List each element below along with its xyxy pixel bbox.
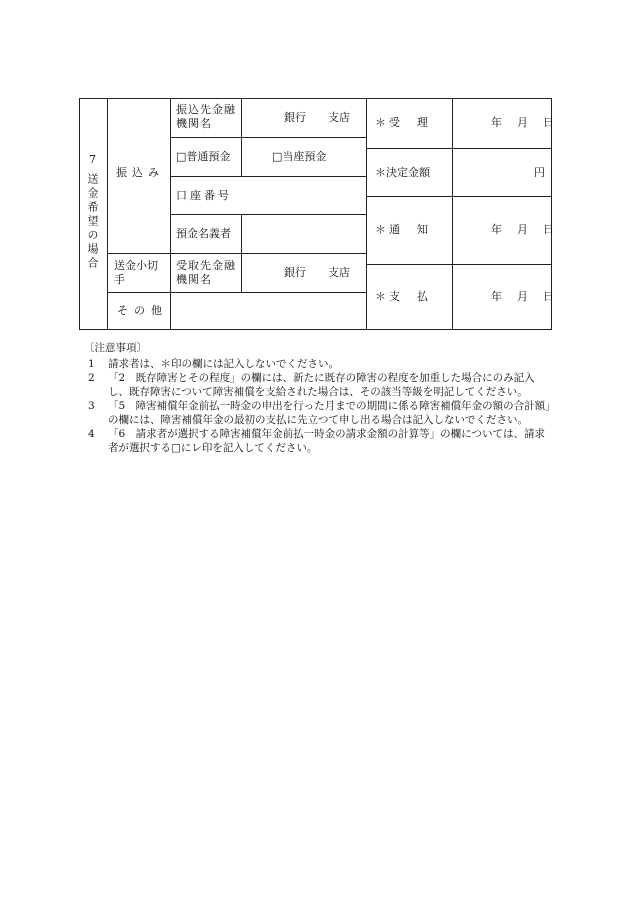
divider xyxy=(170,253,366,254)
other-label: その他 xyxy=(117,304,168,317)
decided-amount-label: ＊決定金額 xyxy=(375,166,430,179)
notice-date: 年 月 日 xyxy=(491,223,556,236)
account-holder-label: 預金名義者 xyxy=(176,227,231,240)
notes-section xyxy=(84,341,554,455)
table-border-left xyxy=(79,98,80,330)
payment-label: ＊支 払 xyxy=(375,290,431,303)
note-number: 2 xyxy=(88,372,95,384)
section-number: 7 xyxy=(89,153,96,166)
bank-value: 銀行 支店 xyxy=(284,111,350,124)
divider xyxy=(170,292,366,293)
decided-amount-unit: 円 xyxy=(534,166,545,179)
note-item xyxy=(84,357,554,371)
divider xyxy=(366,98,367,330)
divider xyxy=(170,176,366,177)
divider xyxy=(107,98,108,330)
transfer-label: 振込み xyxy=(116,166,164,179)
note-text: 「6 請求者が選択する障害補償年金前払一時金の請求金額の計算等」の欄については、請求者が選択する□にレ印を記入してください。 xyxy=(108,428,545,454)
note-text: 請求者は、＊印の欄には記入しないでください。 xyxy=(108,358,339,370)
note-number: 3 xyxy=(88,400,95,412)
note-item xyxy=(84,399,554,427)
divider xyxy=(170,214,366,215)
receive-bank-label: 受取先金融機関名 xyxy=(176,259,236,286)
account-type-ordinary: □普通預金 xyxy=(176,150,231,163)
divider xyxy=(366,148,552,149)
payment-date: 年 月 日 xyxy=(491,290,556,303)
divider xyxy=(107,292,170,293)
receipt-date: 年 月 日 xyxy=(491,116,556,129)
note-item xyxy=(84,371,554,399)
notice-label: ＊通 知 xyxy=(375,223,431,236)
account-type-current: □当座預金 xyxy=(272,150,327,163)
note-text: 「2 既存障害とその程度」の欄には、新たに既存の障害の程度を加重した場合にのみ記入し、既存障害について障害補償を支給された場合は、その該当等級を明記してください。 xyxy=(108,372,535,398)
receive-bank-value: 銀行 支店 xyxy=(284,266,350,279)
note-text: 「5 障害補償年金前払一時金の申出を行った月までの期間に係る障害補償年金の額の合計額」の欄には、障害補償年金の最初の支払に先立つて申し出る場合は記入しないでください。 xyxy=(108,400,551,426)
divider xyxy=(107,253,170,254)
table-border-bottom xyxy=(79,329,552,330)
divider xyxy=(366,264,552,265)
section-title: 送金希望の場合 xyxy=(86,173,99,271)
note-number: 4 xyxy=(88,428,95,440)
note-number: 1 xyxy=(88,358,95,370)
table-border-top xyxy=(79,98,552,99)
account-number-label: 口座番号 xyxy=(176,189,232,202)
divider xyxy=(366,196,552,197)
note-item xyxy=(84,427,554,455)
divider xyxy=(170,137,366,138)
check-label: 送金小切手 xyxy=(114,259,158,286)
receipt-label: ＊受 理 xyxy=(375,116,431,129)
bank-label: 振込先金融機関名 xyxy=(176,103,236,130)
notes-heading: 〔注意事項〕 xyxy=(84,342,147,354)
remittance-table xyxy=(79,98,556,330)
divider xyxy=(452,98,453,330)
